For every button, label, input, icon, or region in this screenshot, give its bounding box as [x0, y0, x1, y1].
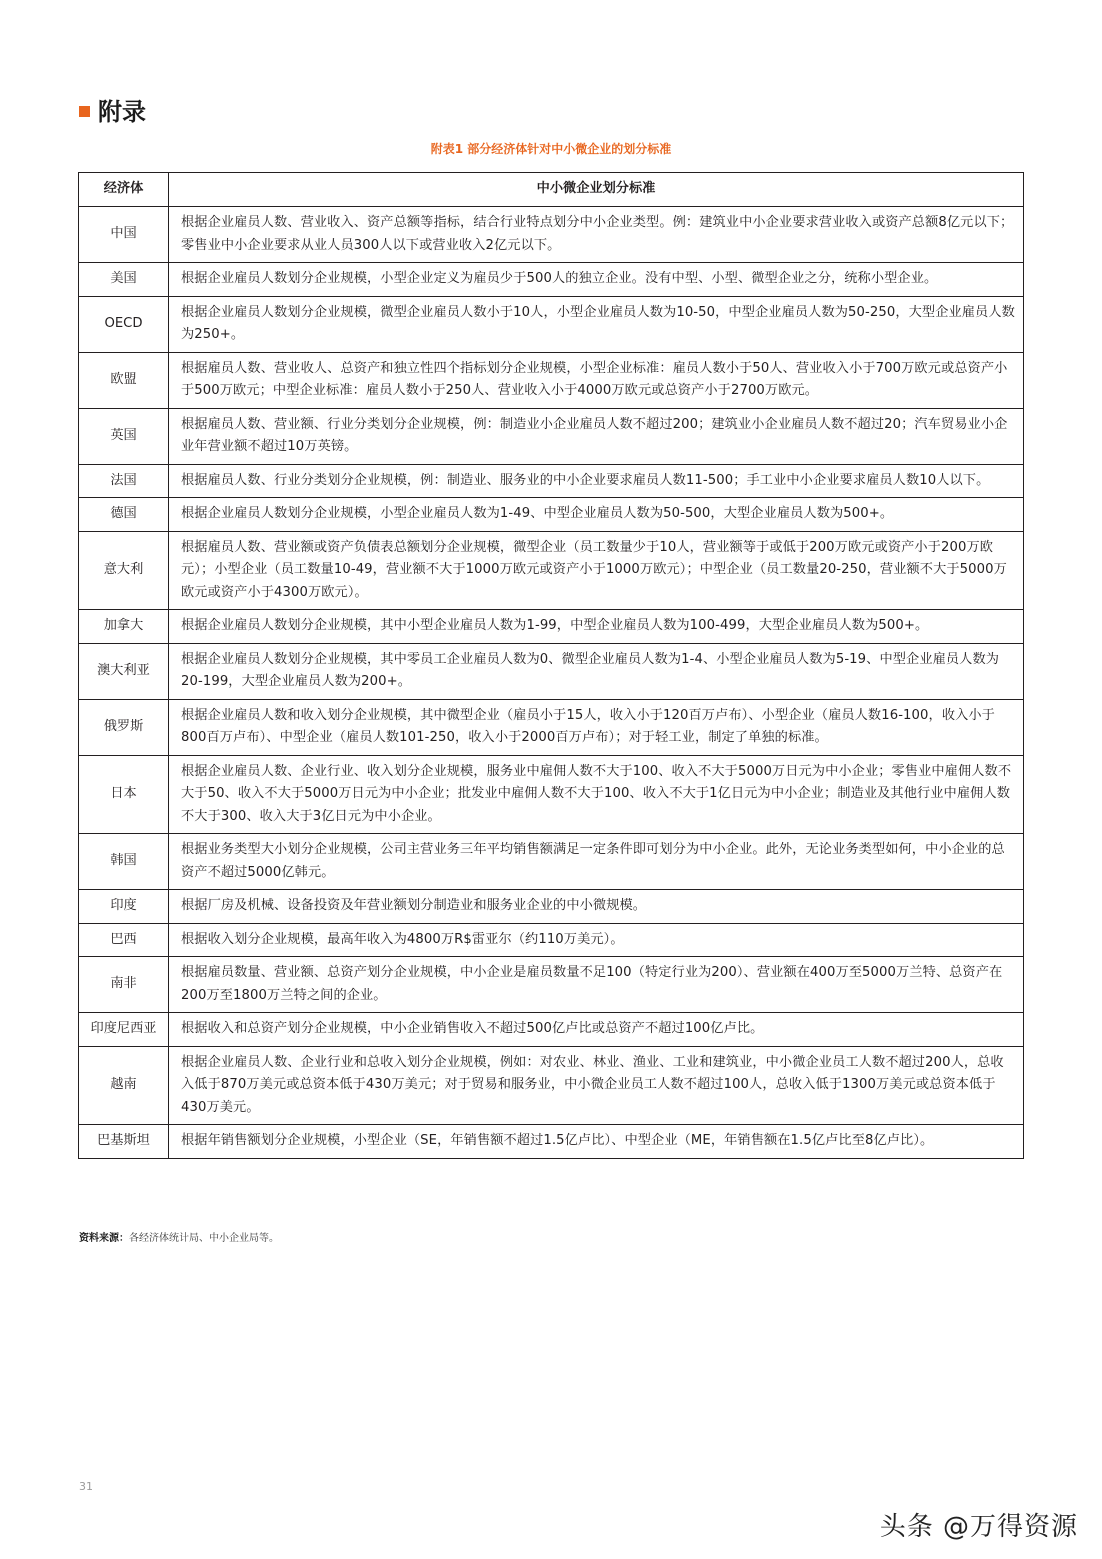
criteria-cell: 根据雇员数量、营业额、总资产划分企业规模，中小企业是雇员数量不足100（特定行业为200）、营业额在400万至5000万兰特、总资产在200万至1800万兰特之间的企业。: [169, 957, 1024, 1013]
country-cell: OECD: [79, 296, 169, 352]
table-row: [79, 263, 1024, 297]
country-cell: 欧盟: [79, 352, 169, 408]
table-row: [79, 531, 1024, 610]
page-title: 附录: [98, 98, 146, 126]
country-cell: 印度尼西亚: [79, 1013, 169, 1047]
watermark: 头条 @万得资源: [879, 1512, 1078, 1542]
table-header-row: [79, 173, 1024, 207]
page-number: 31: [79, 1480, 93, 1493]
table-row: [79, 755, 1024, 834]
country-cell: 意大利: [79, 531, 169, 610]
country-cell: 韩国: [79, 834, 169, 890]
country-cell: 澳大利亚: [79, 643, 169, 699]
table-row: [79, 408, 1024, 464]
country-cell: 南非: [79, 957, 169, 1013]
country-cell: 巴基斯坦: [79, 1125, 169, 1159]
table-row: [79, 890, 1024, 924]
criteria-cell: 根据收入和总资产划分企业规模，中小企业销售收入不超过500亿卢比或总资产不超过100亿卢比。: [169, 1013, 1024, 1047]
criteria-cell: 根据企业雇员人数划分企业规模，微型企业雇员人数小于10人，小型企业雇员人数为10-50，中型企业雇员人数为50-250，大型企业雇员人数为250+。: [169, 296, 1024, 352]
criteria-cell: 根据企业雇员人数划分企业规模，其中零员工企业雇员人数为0、微型企业雇员人数为1-4、小型企业雇员人数为5-19、中型企业雇员人数为20-199，大型企业雇员人数为200+。: [169, 643, 1024, 699]
criteria-cell: 根据厂房及机械、设备投资及年营业额划分制造业和服务业企业的中小微规模。: [169, 890, 1024, 924]
country-cell: 美国: [79, 263, 169, 297]
source-text: 各经济体统计局、中小企业局等。: [129, 1233, 279, 1244]
table-row: [79, 1046, 1024, 1125]
table-row: [79, 207, 1024, 263]
table-row: [79, 464, 1024, 498]
header-criteria: 中小微企业划分标准: [169, 173, 1024, 207]
criteria-cell: 根据收入划分企业规模，最高年收入为4800万R$雷亚尔（约110万美元）。: [169, 923, 1024, 957]
table-caption: 附表1 部分经济体针对中小微企业的划分标准: [430, 142, 672, 156]
table-row: [79, 699, 1024, 755]
table-row: [79, 1125, 1024, 1159]
country-cell: 越南: [79, 1046, 169, 1125]
criteria-cell: 根据企业雇员人数划分企业规模，其中小型企业雇员人数为1-99，中型企业雇员人数为100-499，大型企业雇员人数为500+。: [169, 610, 1024, 644]
country-cell: 加拿大: [79, 610, 169, 644]
criteria-cell: 根据业务类型大小划分企业规模，公司主营业务三年平均销售额满足一定条件即可划分为中小企业。此外，无论业务类型如何，中小企业的总资产不超过5000亿韩元。: [169, 834, 1024, 890]
table-row: [79, 296, 1024, 352]
criteria-cell: 根据雇员人数、营业收人、总资产和独立性四个指标划分企业规模，小型企业标准：雇员人数小于50人、营业收入小于700万欧元或总资产小于500万欧元；中型企业标准：雇员人数小于250人、营业收入小于4000万欧元或总资产小于2700万欧元。: [169, 352, 1024, 408]
table-row: [79, 1013, 1024, 1047]
table-row: [79, 352, 1024, 408]
section-heading: [79, 92, 146, 127]
country-cell: 中国: [79, 207, 169, 263]
sme-standards-table: [78, 172, 1024, 1159]
heading-square-icon: [79, 106, 90, 117]
criteria-cell: 根据企业雇员人数划分企业规模，小型企业定义为雇员少于500人的独立企业。没有中型、小型、微型企业之分，统称小型企业。: [169, 263, 1024, 297]
criteria-cell: 根据企业雇员人数划分企业规模，小型企业雇员人数为1-49、中型企业雇员人数为50-500，大型企业雇员人数为500+。: [169, 498, 1024, 532]
criteria-cell: 根据企业雇员人数和收入划分企业规模，其中微型企业（雇员小于15人，收入小于120百万卢布）、小型企业（雇员人数16-100，收入小于800百万卢布）、中型企业（雇员人数101-250，收入小于2000百万卢布）；对于轻工业，制定了单独的标准。: [169, 699, 1024, 755]
criteria-cell: 根据年销售额划分企业规模，小型企业（SE，年销售额不超过1.5亿卢比）、中型企业（ME，年销售额在1.5亿卢比至8亿卢比）。: [169, 1125, 1024, 1159]
country-cell: 日本: [79, 755, 169, 834]
criteria-cell: 根据企业雇员人数、企业行业、收入划分企业规模，服务业中雇佣人数不大于100、收入不大于5000万日元为中小企业；零售业中雇佣人数不大于50、收入不大于5000万日元为中小企业；批发业中雇佣人数不大于100、收入不大于1亿日元为中小企业；制造业及其他行业中雇佣人数不大于300、收入大于3亿日元为中小企业。: [169, 755, 1024, 834]
criteria-cell: 根据雇员人数、行业分类划分企业规模，例：制造业、服务业的中小企业要求雇员人数11-500；手工业中小企业要求雇员人数10人以下。: [169, 464, 1024, 498]
table-row: [79, 834, 1024, 890]
table-row: [79, 957, 1024, 1013]
country-cell: 英国: [79, 408, 169, 464]
table-row: [79, 498, 1024, 532]
country-cell: 俄罗斯: [79, 699, 169, 755]
criteria-cell: 根据雇员人数、营业额或资产负债表总额划分企业规模，微型企业（员工数量少于10人，营业额等于或低于200万欧元或资产小于200万欧元）；小型企业（员工数量10-49，营业额不大于1000万欧元或资产小于1000万欧元）；中型企业（员工数量20-250，营业额不大于5000万欧元或资产小于4300万欧元）。: [169, 531, 1024, 610]
table-row: [79, 923, 1024, 957]
criteria-cell: 根据雇员人数、营业额、行业分类划分企业规模，例：制造业小企业雇员人数不超过200；建筑业小企业雇员人数不超过20；汽车贸易业小企业年营业额不超过10万英镑。: [169, 408, 1024, 464]
criteria-cell: 根据企业雇员人数、营业收入、资产总额等指标，结合行业特点划分中小企业类型。例：建筑业中小企业要求营业收入或资产总额8亿元以下；零售业中小企业要求从业人员300人以下或营业收入2亿元以下。: [169, 207, 1024, 263]
table-row: [79, 643, 1024, 699]
country-cell: 德国: [79, 498, 169, 532]
country-cell: 法国: [79, 464, 169, 498]
criteria-cell: 根据企业雇员人数、企业行业和总收入划分企业规模，例如：对农业、林业、渔业、工业和建筑业，中小微企业员工人数不超过200人，总收入低于870万美元或总资本低于430万美元；对于贸易和服务业，中小微企业员工人数不超过100人，总收入低于1300万美元或总资本低于430万美元。: [169, 1046, 1024, 1125]
country-cell: 巴西: [79, 923, 169, 957]
source-label: 资料来源：: [79, 1233, 129, 1244]
source-note: [79, 1229, 279, 1244]
country-cell: 印度: [79, 890, 169, 924]
table-row: [79, 610, 1024, 644]
header-economy: 经济体: [79, 173, 169, 207]
